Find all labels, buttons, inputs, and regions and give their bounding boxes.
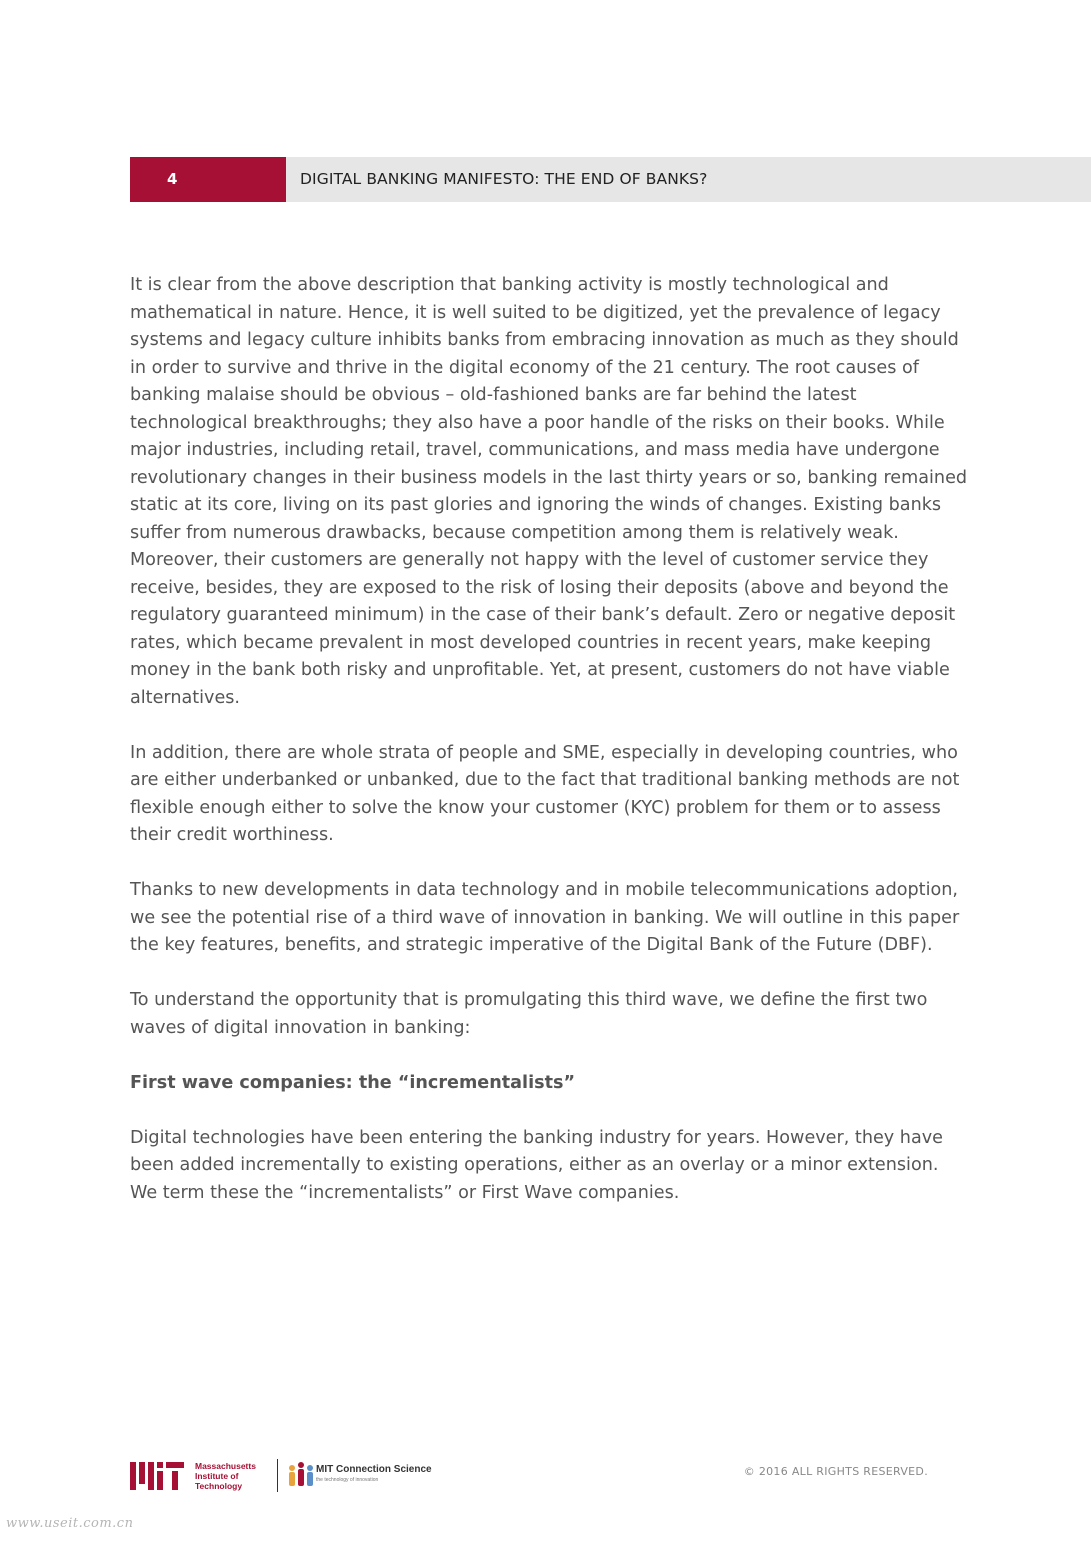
mit-logo-icon [130, 1459, 190, 1493]
copyright-notice: © 2016 ALL RIGHTS RESERVED. [743, 1465, 928, 1478]
watermark: www.useit.com.cn [6, 1516, 134, 1531]
section-paragraph: Digital technologies have been entering the banking industry for years. However, they have been added incrementally to existing operations, either as an overlay or a minor extension. We term these the “incrementalists” or First Wave companies. [130, 1127, 943, 1203]
page-header [130, 157, 1091, 202]
page-number-badge [130, 157, 286, 202]
paragraph-3: Thanks to new developments in data technology and in mobile telecommunications adoption, we see the potential rise of a third wave of innovation in banking. We will outline in this paper the key features, benefits, and strategic imperative of the Digital Bank of the Future (DBF). [130, 880, 960, 955]
mit-logo-text [195, 1461, 256, 1491]
mit-logo [130, 1459, 270, 1493]
connection-science-title: MIT Connection Science [316, 1464, 432, 1475]
paragraph-2: In addition, there are whole strata of people and SME, especially in developing countries, who are either underbanked or unbanked, due to the fact that traditional banking methods are not flexible enough either to solve the know your customer (KYC) problem for them or to assess their credit worthiness. [130, 742, 960, 845]
footer-divider [277, 1459, 278, 1492]
paragraph-1: It is clear from the above description that banking activity is mostly technological and mathematical in nature. Hence, it is well suited to be digitized, yet the prevalence of legacy systems and legacy culture inhibits banks from embracing innovation as much as they should in order to survive and thrive in the digital economy of the 21 century. The root causes of banking malaise should be obvious – old-fashioned banks are far behind the latest technological breakthroughs; they also have a poor handle of the risks on their books. While major industries, including retail, travel, communications, and mass media have undergone revolutionary changes in their business models in the last thirty years or so, banking remained static at its core, living on its past glories and ignoring the winds of changes. Existing banks suffer from numerous drawbacks, because competition among them is relatively weak. Moreover, their customers are generally not happy with the level of customer service they receive, besides, they are exposed to the risk of losing their deposits (above and beyond the regulatory guaranteed minimum) in the case of their bank’s default. Zero or negative deposit rates, which became prevalent in most developed countries in recent years, make keeping money in the bank both risky and unprofitable. Yet, at present, customers do not have viable alternatives. [130, 275, 968, 708]
mit-logo-line-2: Institute of [195, 1471, 239, 1481]
page-number: 4 [167, 170, 178, 188]
mit-logo-line-3: Technology [195, 1481, 243, 1491]
main-content [130, 272, 970, 1235]
document-title: DIGITAL BANKING MANIFESTO: THE END OF BANKS? [300, 170, 708, 188]
connection-science-tagline: the technology of innovation [316, 1477, 379, 1483]
connection-science-logo-icon [287, 1460, 315, 1490]
section-heading: First wave companies: the “incrementalists” [130, 1072, 576, 1093]
mit-logo-line-1: Massachusetts [195, 1461, 256, 1471]
paragraph-4: To understand the opportunity that is promulgating this third wave, we define the first two waves of digital innovation in banking: [130, 990, 928, 1038]
page-footer [130, 1456, 930, 1496]
